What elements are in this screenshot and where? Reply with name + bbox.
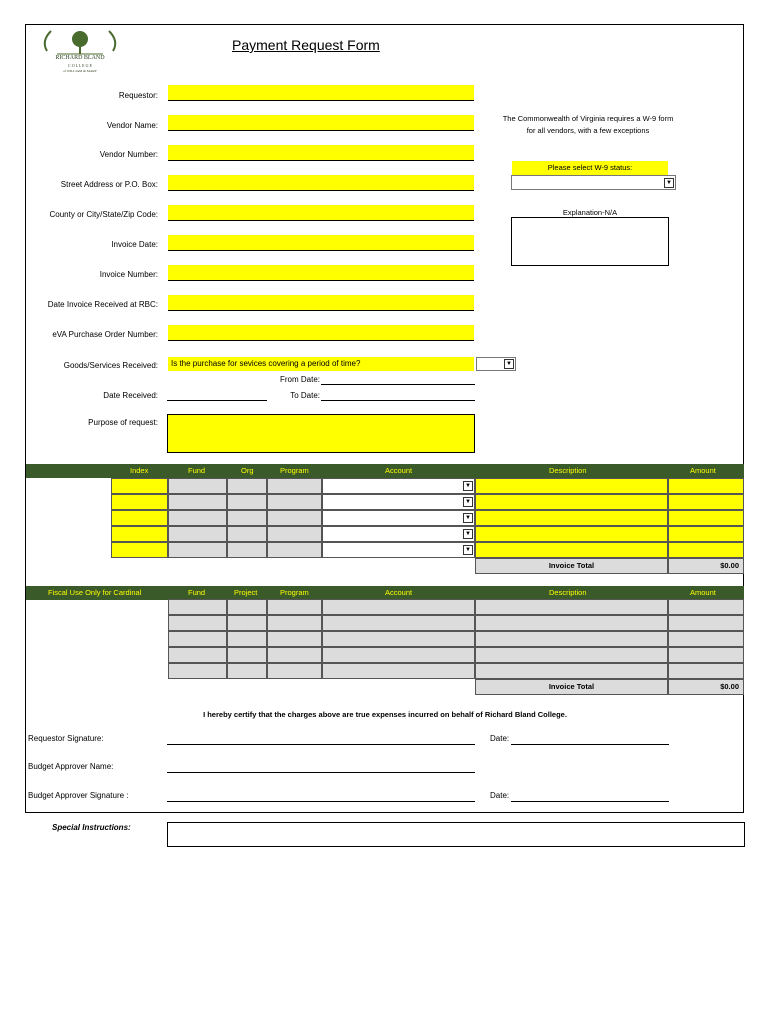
table1-left-spacer [26, 478, 112, 558]
w9-note: The Commonwealth of Virginia requires a W-9 form for all vendors, with a few exceptions [502, 114, 674, 135]
special-instructions-label: Special Instructions: [52, 823, 131, 832]
description-cell[interactable] [475, 631, 668, 647]
requestor-field[interactable] [168, 85, 474, 101]
w9-status-select[interactable] [511, 175, 676, 190]
date1-field[interactable] [511, 733, 669, 745]
chevron-down-icon: ▼ [463, 497, 473, 507]
description-cell[interactable] [475, 478, 668, 494]
table1-total-label: Invoice Total [475, 558, 668, 574]
street-field[interactable] [168, 175, 474, 191]
fund-cell[interactable] [168, 494, 227, 510]
amount-cell[interactable] [668, 526, 744, 542]
fund-cell[interactable] [168, 542, 227, 558]
requestor-signature-label: Requestor Signature: [28, 734, 104, 743]
account-select[interactable] [322, 494, 475, 510]
to-date-label: To Date: [290, 391, 320, 400]
requestor-label: Requestor: [118, 91, 158, 100]
col-program: Program [280, 466, 309, 475]
col-index: Index [130, 466, 149, 475]
invoice-number-field[interactable] [168, 265, 474, 281]
chevron-down-icon: ▼ [463, 481, 473, 491]
index-cell[interactable] [111, 542, 168, 558]
program-cell[interactable] [267, 510, 322, 526]
date-received-rbc-field[interactable] [168, 295, 474, 311]
account-cell[interactable] [322, 599, 475, 615]
description-cell[interactable] [475, 599, 668, 615]
chevron-down-icon: ▼ [463, 513, 473, 523]
chevron-down-icon: ▼ [504, 359, 514, 369]
col-fund: Fund [188, 588, 206, 597]
date2-field[interactable] [511, 790, 669, 802]
laurel-tree-icon [37, 27, 123, 57]
fund-cell[interactable] [168, 599, 227, 615]
invoice-date-field[interactable] [168, 235, 474, 251]
county-label: County or City/State/Zip Code: [49, 210, 158, 219]
program-cell[interactable] [267, 631, 322, 647]
org-cell[interactable] [227, 526, 267, 542]
description-cell[interactable] [475, 510, 668, 526]
amount-cell[interactable] [668, 599, 744, 615]
fund-cell[interactable] [168, 510, 227, 526]
to-date-field[interactable] [321, 390, 475, 401]
amount-cell[interactable] [668, 647, 744, 663]
org-cell[interactable] [227, 478, 267, 494]
invoice-number-label: Invoice Number: [99, 270, 158, 279]
col-description: Description [549, 588, 587, 597]
col-org: Org [241, 466, 254, 475]
goods-select[interactable] [476, 357, 516, 371]
project-cell[interactable] [227, 599, 267, 615]
program-cell[interactable] [267, 615, 322, 631]
account-cell[interactable] [322, 647, 475, 663]
fund-cell[interactable] [168, 526, 227, 542]
account-select[interactable] [322, 542, 475, 558]
goods-question: Is the purchase for sevices covering a period of time? [168, 357, 474, 371]
purpose-label: Purpose of request: [88, 418, 158, 427]
logo-line3: of WILLIAM & MARY [62, 69, 98, 73]
logo-line2: C O L L E G E [68, 63, 92, 68]
explanation-label: Explanation-N/A [562, 208, 618, 217]
program-cell[interactable] [267, 526, 322, 542]
index-cell[interactable] [111, 494, 168, 510]
description-cell[interactable] [475, 663, 668, 679]
vendor-name-label: Vendor Name: [106, 121, 158, 130]
amount-cell[interactable] [668, 494, 744, 510]
invoice-date-label: Invoice Date: [111, 240, 158, 249]
logo-line1: RICHARD BLAND [55, 55, 105, 61]
table1-total-value: $0.00 [668, 558, 744, 574]
description-cell[interactable] [475, 615, 668, 631]
street-label: Street Address or P.O. Box: [60, 180, 158, 189]
goods-label: Goods/Services Received: [63, 361, 158, 370]
program-cell[interactable] [267, 663, 322, 679]
col-fund: Fund [188, 466, 206, 475]
program-cell[interactable] [267, 494, 322, 510]
org-cell[interactable] [227, 510, 267, 526]
program-cell[interactable] [267, 478, 322, 494]
special-instructions-field[interactable] [167, 822, 745, 847]
eva-field[interactable] [168, 325, 474, 341]
budget-approver-signature-field[interactable] [167, 790, 475, 802]
col-program: Program [280, 588, 309, 597]
date-received-field[interactable] [167, 390, 267, 401]
fund-cell[interactable] [168, 647, 227, 663]
certification-text: I hereby certify that the charges above are true expenses incurred on behalf of Richard Bland College. [203, 710, 567, 719]
college-logo [37, 27, 123, 77]
table2-total-value: $0.00 [668, 679, 744, 695]
program-cell[interactable] [267, 599, 322, 615]
description-cell[interactable] [475, 647, 668, 663]
table1-header [26, 464, 744, 478]
chevron-down-icon: ▼ [463, 529, 473, 539]
account-select[interactable] [322, 526, 475, 542]
index-cell[interactable] [111, 478, 168, 494]
program-cell[interactable] [267, 647, 322, 663]
requestor-signature-field[interactable] [167, 733, 475, 745]
description-cell[interactable] [475, 542, 668, 558]
amount-cell[interactable] [668, 478, 744, 494]
col-amount: Amount [690, 466, 716, 475]
budget-approver-name-field[interactable] [167, 761, 475, 773]
project-cell[interactable] [227, 631, 267, 647]
date-received-label: Date Received: [103, 391, 158, 400]
index-cell[interactable] [111, 526, 168, 542]
chevron-down-icon: ▼ [664, 178, 674, 188]
county-field[interactable] [168, 205, 474, 221]
account-cell[interactable] [322, 663, 475, 679]
col-fiscal-use: Fiscal Use Only for Cardinal [48, 588, 142, 597]
description-cell[interactable] [475, 526, 668, 542]
vendor-number-label: Vendor Number: [99, 150, 158, 159]
amount-cell[interactable] [668, 542, 744, 558]
index-cell[interactable] [111, 510, 168, 526]
col-project: Project [234, 588, 258, 597]
col-description: Description [549, 466, 587, 475]
fund-cell[interactable] [168, 615, 227, 631]
page-title: Payment Request Form [232, 37, 380, 53]
date-received-rbc-label: Date Invoice Received at RBC: [47, 300, 158, 309]
amount-cell[interactable] [668, 615, 744, 631]
account-cell[interactable] [322, 631, 475, 647]
col-account: Account [385, 466, 413, 475]
from-date-field[interactable] [321, 374, 475, 385]
account-cell[interactable] [322, 615, 475, 631]
org-cell[interactable] [227, 542, 267, 558]
purpose-field[interactable] [167, 414, 475, 453]
col-account: Account [385, 588, 413, 597]
project-cell[interactable] [227, 615, 267, 631]
fund-cell[interactable] [168, 663, 227, 679]
budget-approver-signature-label: Budget Approver Signature : [28, 791, 129, 800]
program-cell[interactable] [267, 542, 322, 558]
table2-total-label: Invoice Total [475, 679, 668, 695]
from-date-label: From Date: [279, 375, 320, 384]
explanation-field[interactable] [511, 217, 669, 266]
vendor-number-field[interactable] [168, 145, 474, 161]
description-cell[interactable] [475, 494, 668, 510]
fund-cell[interactable] [168, 631, 227, 647]
chevron-down-icon: ▼ [463, 545, 473, 555]
fund-cell[interactable] [168, 478, 227, 494]
eva-label: eVA Purchase Order Number: [52, 330, 158, 339]
amount-cell[interactable] [668, 663, 744, 679]
amount-cell[interactable] [668, 631, 744, 647]
amount-cell[interactable] [668, 510, 744, 526]
project-cell[interactable] [227, 663, 267, 679]
date2-label: Date: [490, 791, 510, 800]
col-amount: Amount [690, 588, 716, 597]
w9-select-label: Please select W-9 status: [512, 161, 668, 175]
date1-label: Date: [490, 734, 510, 743]
account-select[interactable] [322, 510, 475, 526]
table2-header [26, 586, 744, 600]
account-select[interactable] [322, 478, 475, 494]
org-cell[interactable] [227, 494, 267, 510]
vendor-name-field[interactable] [168, 115, 474, 131]
budget-approver-name-label: Budget Approver Name: [28, 762, 114, 771]
project-cell[interactable] [227, 647, 267, 663]
